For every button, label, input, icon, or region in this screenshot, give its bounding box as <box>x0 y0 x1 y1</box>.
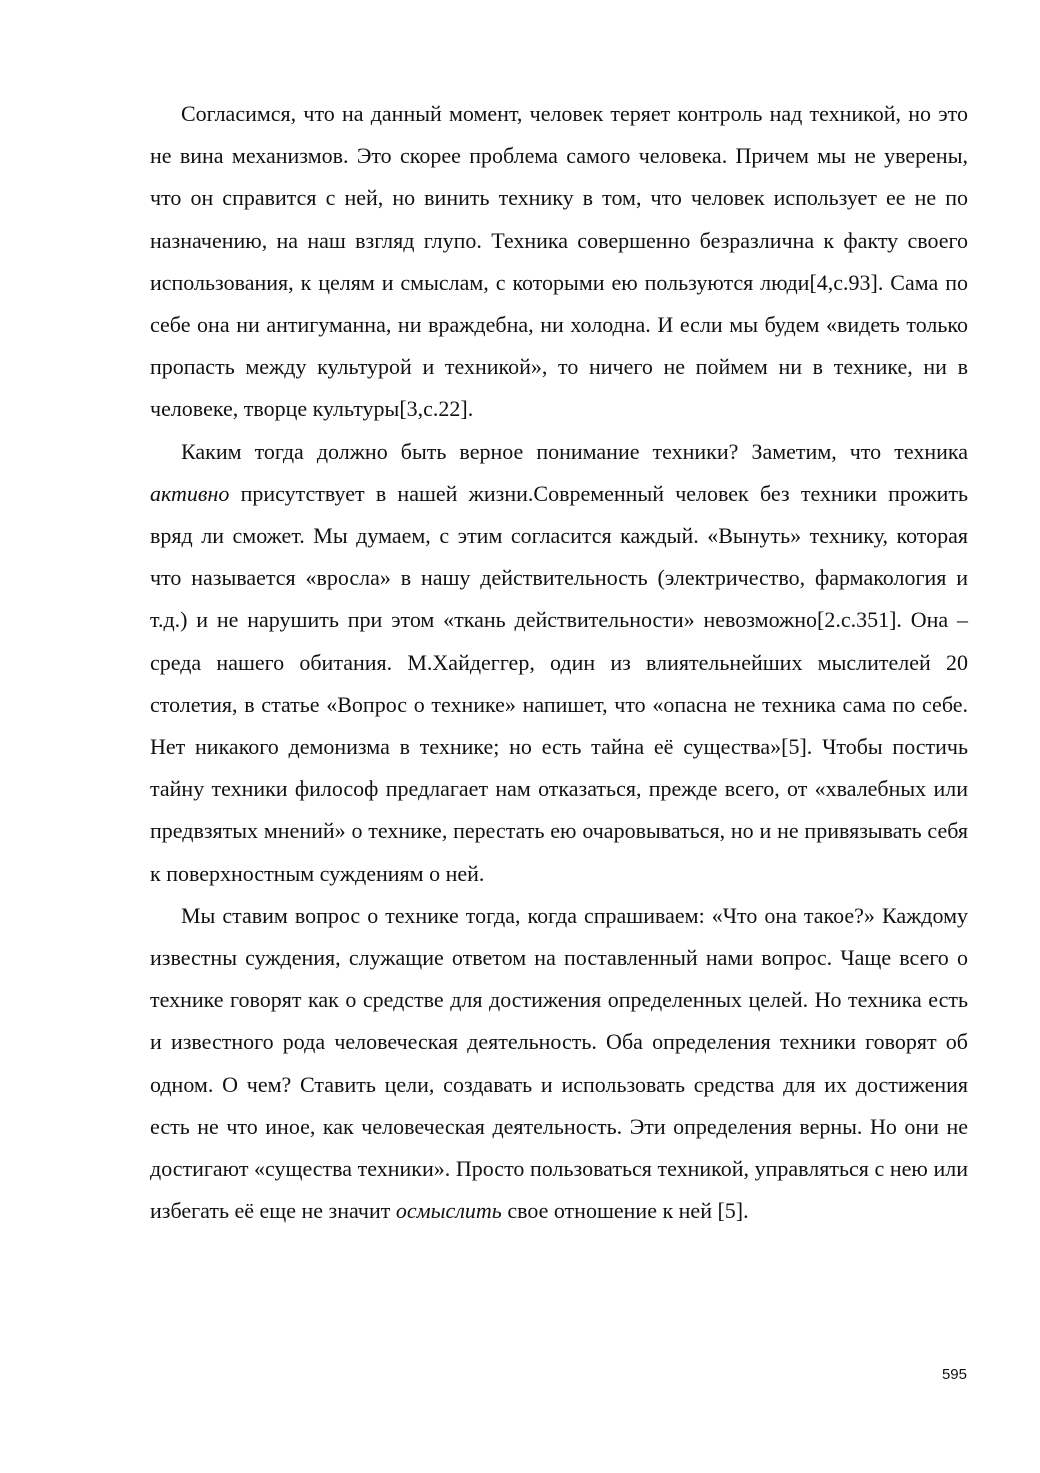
paragraph-text: присутствует в нашей жизни.Современный человек без техники прожить вряд ли сможет. Мы думаем, с этим согласится каждый. «Вынуть» технику, которая что называется «вросла» в нашу действительность (электричество, фармакология и т.д.) и не нарушить при этом «ткань действительности» невозможно[2.с.351]. Она – среда нашего обитания. М.Хайдеггер, один из влиятельнейших мыслителей 20 столетия, в статье «Вопрос о технике» напишет, что «опасна не техника сама по себе. Нет никакого демонизма в технике; но есть тайна её существа»[5]. Чтобы постичь тайну техники философ предлагает нам отказаться, прежде всего, от «хвалебных или предвзятых мнений» о технике, перестать ею очаровываться, но и не привязывать себя к поверхностным суждениям о ней. <box>150 480 968 886</box>
paragraph-1 <box>150 93 968 431</box>
page-number: 595 <box>941 1366 967 1383</box>
italic-word: осмыслить <box>395 1198 502 1224</box>
paragraph-text: Согласимся, что на данный момент, человек теряет контроль над техникой, но это не вина механизмов. Это скорее проблема самого человека. Причем мы не уверены, что он справится с ней, но винить технику в том, что человек использует ее не по назначению, на наш взгляд глупо. Техника совершенно безразлична к факту своего использования, к целям и смыслам, с которыми ею пользуются люди[4,с.93]. Сама по себе она ни антигуманна, ни враждебна, ни холодна. И если мы будем «видеть только пропасть между культурой и техникой», то ничего не поймем ни в технике, ни в человеке, творце культуры[3,с.22]. <box>150 101 968 422</box>
paragraph-3 <box>150 895 968 1233</box>
paragraph-text: свое отношение к ней [5]. <box>501 1198 749 1224</box>
paragraph-text: Мы ставим вопрос о технике тогда, когда спрашиваем: «Что она такое?» Каждому известны суждения, служащие ответом на поставленный нами вопрос. Чаще всего о технике говорят как о средстве для достижения определенных целей. Но техника есть и известного рода человеческая деятельность. Оба определения техники говорят об одном. О чем? Ставить цели, создавать и использовать средства для их достижения есть не что иное, как человеческая деятельность. Эти определения верны. Но они не достигают «существа техники». Просто пользоваться техникой, управляться с нею или избегать её еще не значит <box>150 902 968 1224</box>
paragraph-text: Каким тогда должно быть верное понимание техники? Заметим, что техника <box>181 438 968 464</box>
italic-word: активно <box>150 480 230 506</box>
paragraph-2 <box>150 431 968 895</box>
document-body <box>150 93 968 1232</box>
